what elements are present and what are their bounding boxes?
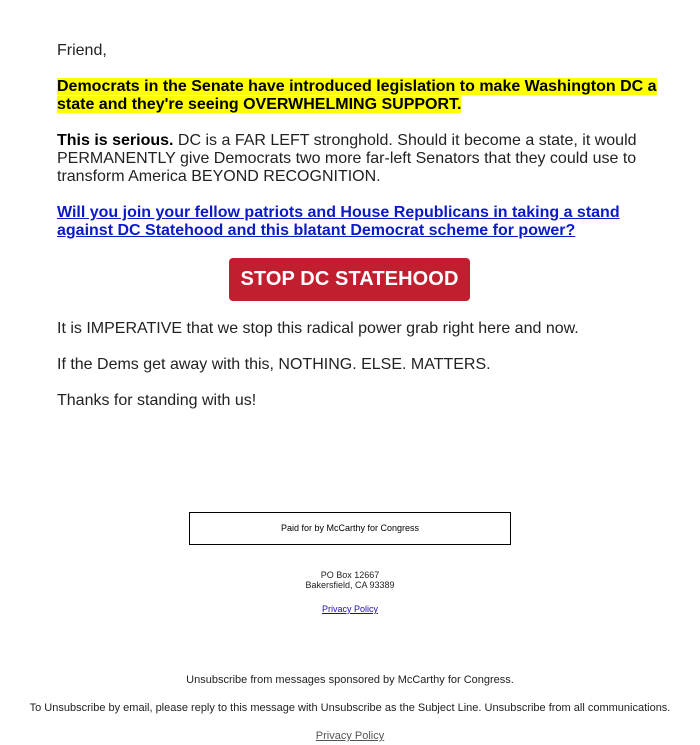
- stand-against-statehood-link[interactable]: Will you join your fellow patriots and House Republicans in taking a stand against DC Statehood and this blatant Democrat scheme for power?: [57, 204, 620, 239]
- dems-paragraph: If the Dems get away with this, NOTHING. ELSE. MATTERS.: [57, 356, 491, 373]
- privacy-policy-link[interactable]: Privacy Policy: [321, 604, 378, 614]
- question-paragraph: [57, 204, 657, 240]
- highlight-paragraph: [57, 78, 657, 114]
- address-line-1: PO Box 12667: [320, 570, 380, 580]
- paid-for-disclaimer: Paid for by McCarthy for Congress: [189, 512, 511, 545]
- serious-lead: This is serious.: [57, 132, 174, 149]
- unsubscribe-sponsored-text[interactable]: Unsubscribe from messages sponsored by McCarthy for Congress.: [186, 674, 514, 686]
- footer-privacy-container: [0, 730, 700, 743]
- footer-privacy-policy-link[interactable]: Privacy Policy: [315, 730, 385, 742]
- cta-container: [57, 258, 642, 301]
- serious-text: DC is a FAR LEFT stronghold. Should it become a state, it would PERMANENTLY give Democrats two more far-left Senators that they could use to transform America BEYOND RECOGNITION.: [57, 132, 637, 185]
- email-body: [57, 42, 657, 428]
- greeting: Friend,: [57, 42, 107, 59]
- privacy-policy-link-container: [0, 604, 700, 614]
- serious-paragraph: [57, 132, 657, 186]
- address-line-2: Bakersfield, CA 93389: [305, 580, 395, 590]
- stop-dc-statehood-button[interactable]: STOP DC STATEHOOD: [229, 258, 469, 301]
- unsubscribe-email-text[interactable]: To Unsubscribe by email, please reply to this message with Unsubscribe as the Subject Line. Unsubscribe from all communications.: [29, 702, 671, 714]
- thanks-paragraph: Thanks for standing with us!: [57, 392, 257, 409]
- highlighted-headline: Democrats in the Senate have introduced legislation to make Washington DC a state and they're seeing OVERWHELMING SUPPORT.: [57, 78, 657, 113]
- imperative-paragraph: It is IMPERATIVE that we stop this radical power grab right here and now.: [57, 320, 579, 337]
